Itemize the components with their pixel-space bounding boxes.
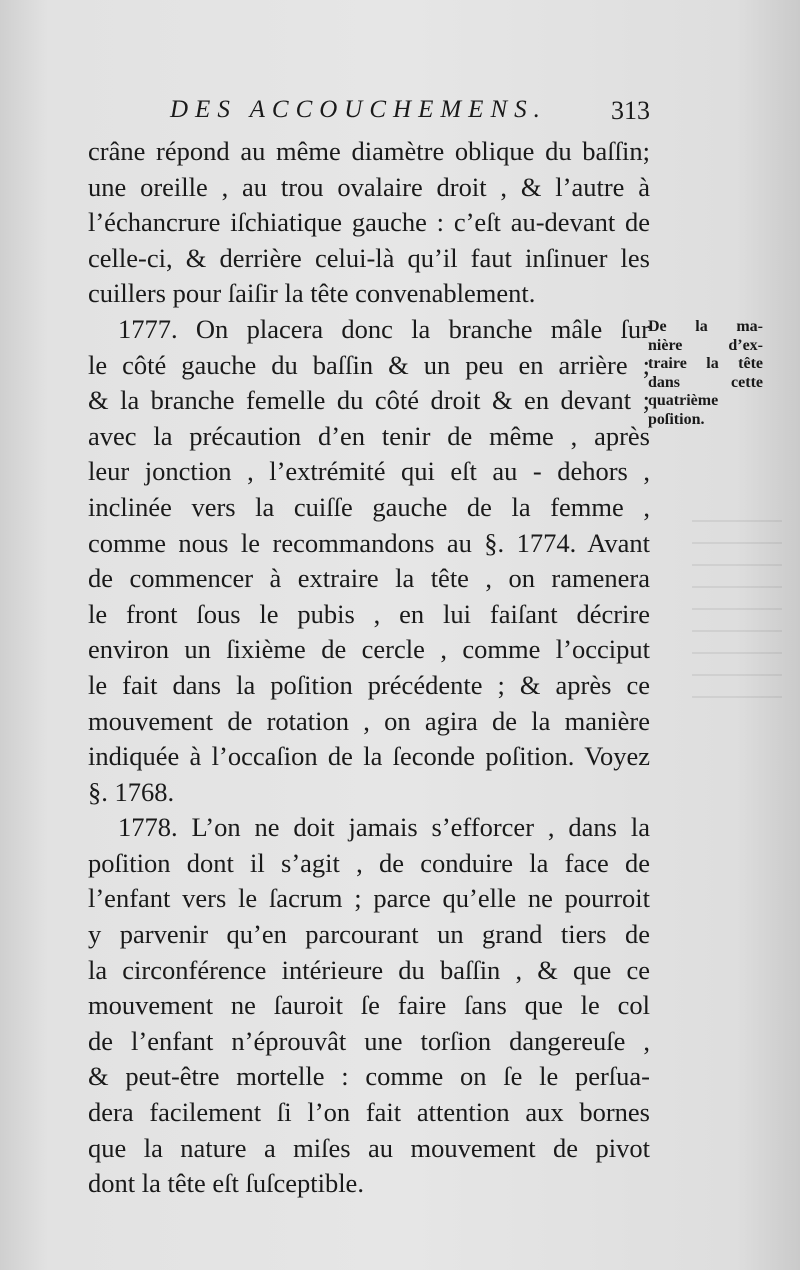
text-line: une oreille , au trou ovalaire droit , & l’autre à bbox=[88, 171, 650, 202]
text-line: §. 1768. bbox=[88, 776, 175, 807]
text-line: mouvement ne ſauroit ſe faire ſans que le col bbox=[88, 990, 650, 1021]
text-line: l’échancrure iſchiatique gauche : c’eſt au-devant de bbox=[88, 207, 650, 238]
paragraph-1777-start: 1777. On placera donc la branche mâle ſur bbox=[118, 313, 650, 344]
text-line: la circonférence intérieure du baſſin , & que ce bbox=[88, 954, 650, 985]
paragraph-1778-start: 1778. L’on ne doit jamais s’efforcer , dans la bbox=[118, 812, 650, 843]
margin-note-line: De la ma- bbox=[648, 318, 763, 335]
text-line: de commencer à extraire la tête , on ramenera bbox=[88, 563, 650, 594]
text-line: crâne répond au même diamètre oblique du baſſin; bbox=[88, 136, 650, 166]
text-line: indiquée à l’occaſion de la ſeconde poſition. Voyez bbox=[88, 741, 650, 772]
text-line: y parvenir qu’en parcourant un grand tiers de bbox=[88, 919, 650, 950]
text-line: environ un ſixième de cercle , comme l’occiput bbox=[88, 634, 650, 665]
margin-note-line: quatrième bbox=[648, 392, 719, 409]
margin-note-line: dans cette bbox=[648, 373, 763, 391]
margin-note-line: traire la tête bbox=[648, 355, 763, 372]
text-line: inclinée vers la cuiſſe gauche de la femme , bbox=[88, 491, 650, 522]
margin-note-line: poſition. bbox=[648, 410, 705, 428]
margin-note bbox=[648, 318, 763, 429]
text-line: leur jonction , l’extrémité qui eſt au - dehors , bbox=[88, 456, 650, 487]
page-number: 313 bbox=[611, 96, 650, 125]
show-through-texture bbox=[692, 520, 782, 700]
text-line: l’enfant vers le ſacrum ; parce qu’elle ne pourroit bbox=[88, 883, 650, 914]
text-line: dont la tête eſt ſuſceptible. bbox=[88, 1168, 364, 1199]
text-line: que la nature a miſes au mouvement de pivot bbox=[88, 1132, 650, 1163]
text-line: dera facilement ſi l’on fait attention aux bornes bbox=[88, 1097, 650, 1128]
text-line: avec la précaution d’en tenir de même , après bbox=[88, 420, 650, 451]
text-line: & la branche femelle du côté droit & en devant ; bbox=[88, 385, 650, 416]
margin-note-line: nière d’ex- bbox=[648, 336, 763, 354]
text-line: celle-ci, & derrière celui-là qu’il faut inſinuer les bbox=[88, 242, 650, 273]
text-line: mouvement de rotation , on agira de la manière bbox=[88, 705, 650, 736]
text-line: comme nous le recommandons au §. 1774. Avant bbox=[88, 527, 650, 558]
text-line: de l’enfant n’éprouvât une torſion dangereuſe , bbox=[88, 1025, 650, 1056]
text-line: poſition dont il s’agit , de conduire la face de bbox=[88, 847, 650, 878]
page-header bbox=[170, 96, 650, 132]
text-line: & peut-être mortelle : comme on ſe le perſua- bbox=[88, 1061, 650, 1092]
text-line: cuillers pour ſaiſir la tête convenablement. bbox=[88, 278, 536, 309]
text-line: le côté gauche du baſſin & un peu en arrière ; bbox=[88, 349, 650, 380]
running-title: DES ACCOUCHEMENS. bbox=[170, 96, 547, 123]
text-line: le fait dans la poſition précédente ; & après ce bbox=[88, 669, 650, 700]
text-line: le front ſous le pubis , en lui faiſant décrire bbox=[88, 598, 650, 629]
body-text bbox=[88, 134, 650, 1202]
